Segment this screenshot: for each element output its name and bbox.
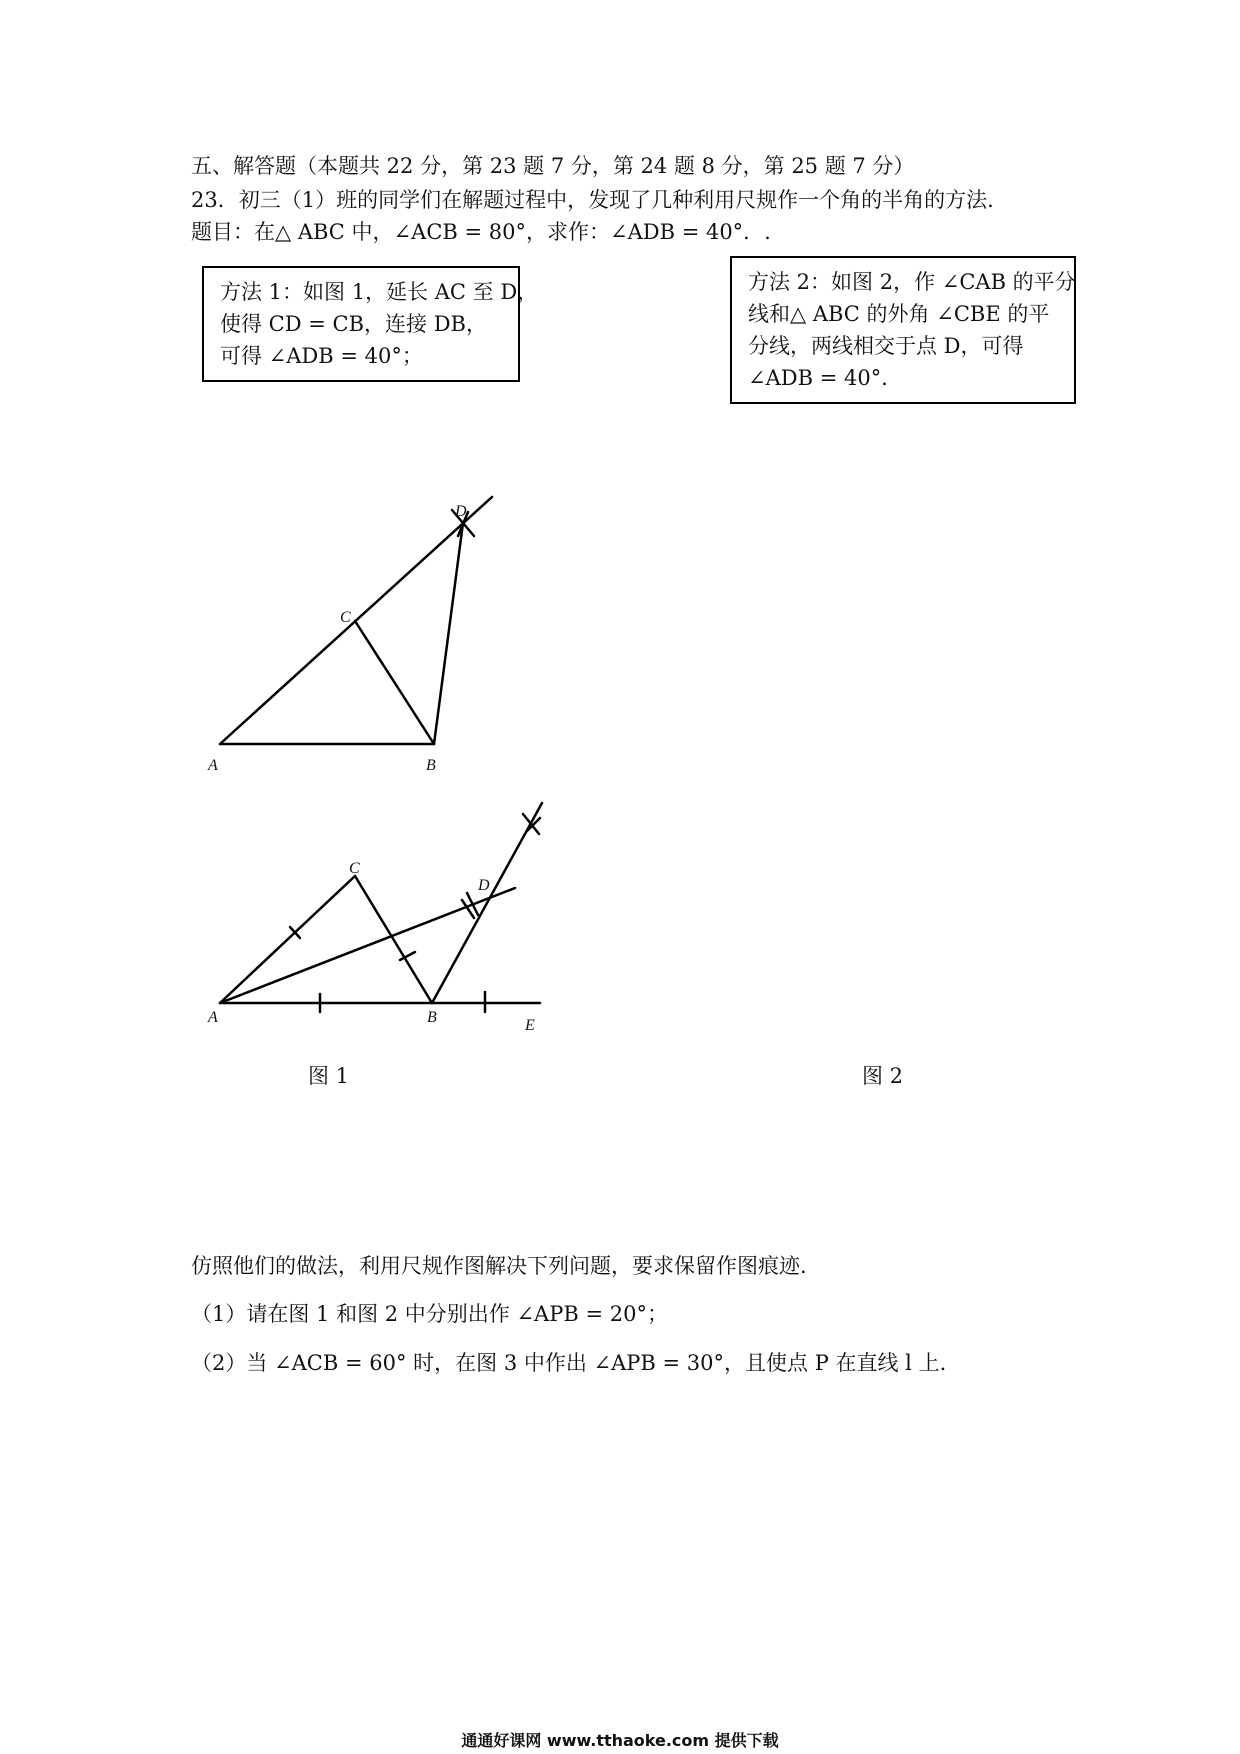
method1-line1: 方法 1：如图 1，延长 AC 至 D， [220,280,539,304]
fig2-line-AC [220,876,355,1003]
fig2-label-D: D [478,877,490,894]
method1-line2: 使得 CD = CB，连接 DB， [220,312,487,336]
task-intro: 仿照他们的做法，利用尺规作图解决下列问题，要求保留作图痕迹. [191,1254,807,1278]
figure1-caption: 图 1 [308,1064,350,1088]
method1-line3: 可得 ∠ADB = 40°； [220,344,423,368]
method2-line3: 分线，两线相交于点 D，可得 [748,334,1024,358]
fig1-line-DB [434,523,463,744]
fig2-line-AD [220,888,515,1003]
fig1-label-C: C [340,609,351,626]
fig2-label-B: B [427,1009,437,1026]
fig2-label-A: A [208,1009,218,1026]
task-2: （2）当 ∠ACB = 60° 时，在图 3 中作出 ∠APB = 30°，且使点 P 在直线 l 上. [191,1351,947,1375]
section-heading: 五、解答题（本题共 22 分，第 23 题 7 分，第 24 题 8 分，第 25 题 7 分） [191,154,915,178]
problem-statement: 题目：在△ ABC 中，∠ACB = 80°，求作：∠ADB = 40°．. [191,220,771,244]
fig1-label-A: A [208,757,218,774]
fig1-line-CB [355,621,434,744]
fig1-label-D: D [455,503,467,520]
problem-intro: 23．初三（1）班的同学们在解题过程中，发现了几种利用尺规作一个角的半角的方法. [191,188,994,212]
method2-line4: ∠ADB = 40°． [748,366,903,390]
fig2-label-E: E [525,1017,535,1034]
fig2-label-C: C [349,860,360,877]
task-1: （1）请在图 1 和图 2 中分别出作 ∠APB = 20°； [191,1302,668,1326]
footer-watermark: 通通好课网 www.tthaoke.com 提供下载 [461,1731,779,1750]
fig2-line-CB [355,876,432,1003]
figure2-caption: 图 2 [862,1064,904,1088]
method2-line2: 线和△ ABC 的外角 ∠CBE 的平 [748,302,1050,326]
fig1-label-B: B [426,757,436,774]
method2-line1: 方法 2：如图 2，作 ∠CAB 的平分 [748,270,1076,294]
